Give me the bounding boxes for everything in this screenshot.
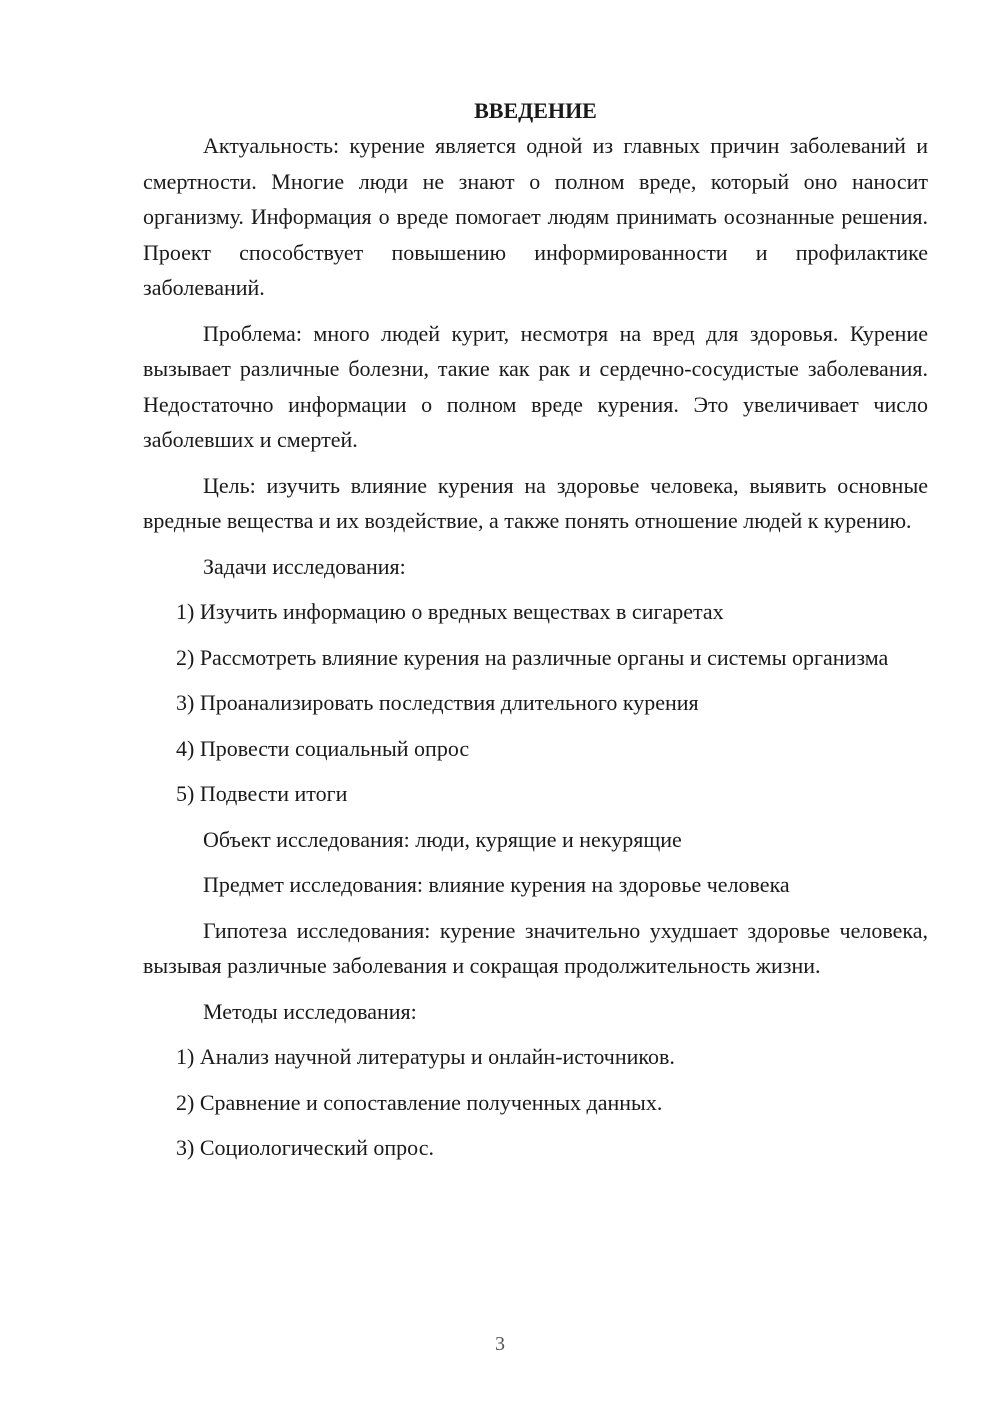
document-page — [143, 96, 928, 1176]
problem-paragraph: Проблема: много людей курит, несмотря на вред для здоровья. Курение вызывает различные болезни, такие как рак и сердечно-сосудистые заболевания. Недостаточно информации о полном вреде курения. Это увеличивает число заболевших и смертей. — [143, 320, 928, 452]
task-item: 2) Рассмотреть влияние курения на различные органы и системы организма — [176, 644, 889, 670]
object-paragraph: Объект исследования: люди, курящие и некурящие — [203, 826, 682, 852]
actuality-paragraph: Актуальность: курение является одной из главных причин заболеваний и смертности. Многие люди не знают о полном вреде, который оно наносит организму. Информация о вреде помогает людям принимать осознанные решения. Проект способствует повышению информированности и профилактике заболеваний. — [143, 133, 928, 300]
method-item: 2) Сравнение и сопоставление полученных данных. — [176, 1089, 663, 1115]
page-number: 3 — [495, 1333, 505, 1355]
task-item: 3) Проанализировать последствия длительного курения — [176, 690, 699, 715]
methods-heading: Методы исследования: — [203, 998, 417, 1024]
section-title: ВВЕДЕНИЕ — [474, 98, 597, 123]
method-item: 1) Анализ научной литературы и онлайн-источников. — [176, 1044, 675, 1069]
goal-paragraph: Цель: изучить влияние курения на здоровье человека, выявить основные вредные вещества и их воздействие, а также понять отношение людей к курению. — [143, 472, 928, 533]
hypothesis-paragraph: Гипотеза исследования: курение значительно ухудшает здоровье человека, вызывая различные заболевания и сокращая продолжительность жизни. — [143, 917, 928, 978]
method-item: 3) Социологический опрос. — [176, 1135, 434, 1160]
task-item: 4) Провести социальный опрос — [176, 735, 470, 761]
tasks-heading: Задачи исследования: — [203, 553, 406, 579]
task-item: 5) Подвести итоги — [176, 781, 348, 806]
task-item: 1) Изучить информацию о вредных веществах в сигаретах — [176, 599, 724, 624]
subject-paragraph: Предмет исследования: влияние курения на здоровье человека — [203, 872, 790, 897]
